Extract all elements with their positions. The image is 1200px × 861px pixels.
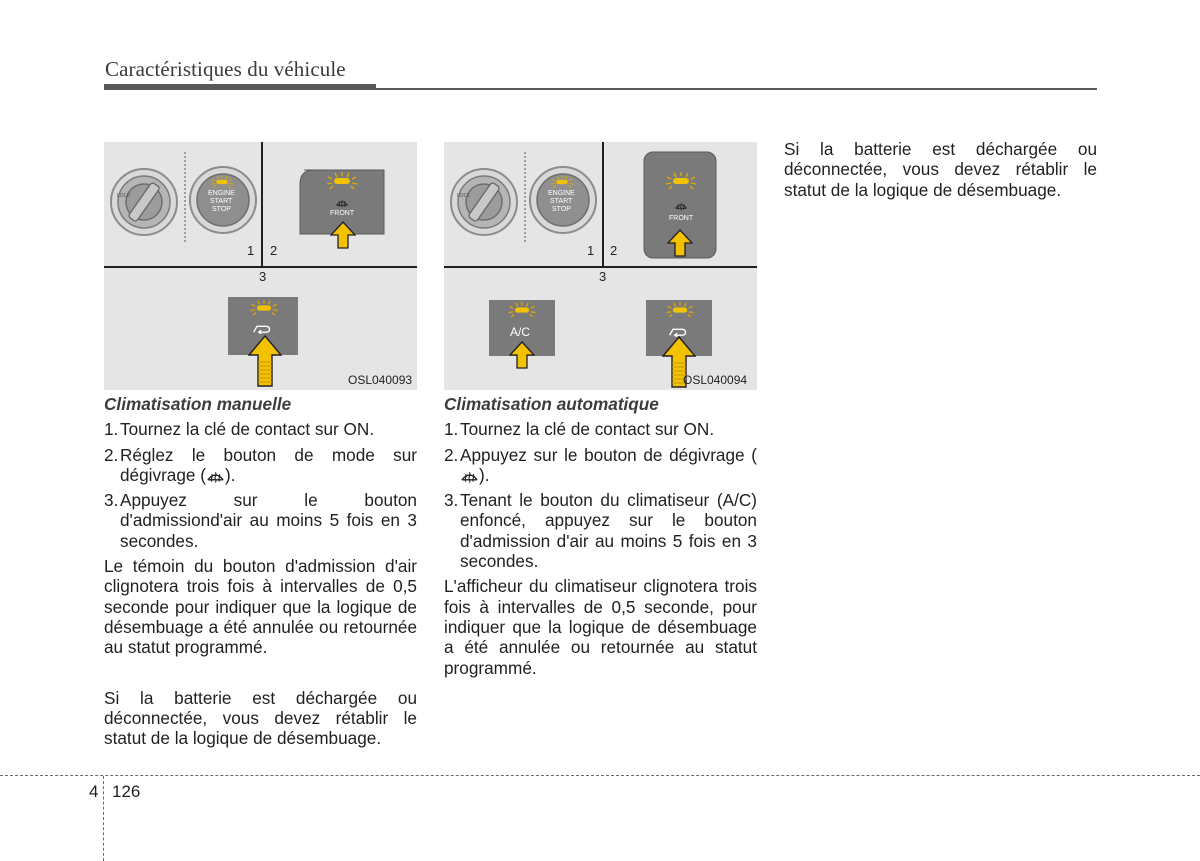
step-number: 2. [104,444,119,465]
step-text: Tournez la clé de contact sur ON. [460,419,715,440]
footer-divider [0,775,1200,776]
step-number: 1. [104,419,119,440]
paragraph-automatic-info: L'afficheur du climatiseur clignotera trois fois à intervalles de 0,5 seconde, pour indiquer que la logique de désembuage a été annulée ou retournée au statut programmé. [444,576,757,678]
footer-vertical-divider [103,776,104,861]
subtitle-automatic: Climatisation automatique [444,394,659,414]
panel-label-2: 2 [610,243,618,258]
page-title: Caractéristiques du véhicule [105,57,346,81]
step-number: 3. [444,490,459,511]
front-label: FRONT [669,215,694,222]
step-text: Tournez la clé de contact sur ON. [120,419,375,440]
panel-label-3: 3 [599,269,607,284]
step-3 [104,490,417,551]
panel-label-1: 1 [247,243,255,258]
step-text: Appuyez sur le bouton de dégivrage (). [460,444,757,485]
figure-manual-ac-drawing [104,142,417,390]
start-label: START [550,198,573,205]
start-label: START [210,198,233,205]
defrost-icon [460,468,479,484]
step-1 [104,419,417,439]
engine-label: ENGINE [548,190,575,197]
stop-label: STOP [212,206,231,213]
front-label: FRONT [330,210,355,217]
step-number: 2. [444,444,459,465]
header-rule-thin [376,88,1097,90]
panel-label-2: 2 [270,243,278,258]
panel-label-1: 1 [587,243,595,258]
figure-auto-ac-drawing [444,142,757,390]
step-text: Tenant le bouton du climatiseur (A/C) enfoncé, appuyez sur le bouton d'admission d'air au moins 5 fois en 3 secondes. [460,490,757,572]
step-number: 1. [444,419,459,440]
step-3 [444,490,757,571]
chapter-number: 4 [89,782,99,801]
page-number: 126 [112,782,141,801]
step-1 [444,419,757,439]
header-rule-thick [104,84,376,90]
subtitle-manual: Climatisation manuelle [104,394,292,414]
step-2 [104,445,417,486]
figure-code: OSL040094 [683,373,748,387]
defrost-icon [206,468,225,484]
figure-manual-ac [104,142,417,390]
step-number: 3. [104,490,119,511]
column-manual [104,394,417,748]
figure-code: OSL040093 [348,373,413,387]
step-2 [444,445,757,486]
column-right [784,139,1097,200]
paragraph-battery-note: Si la batterie est déchargée ou déconnectée, vous devez rétablir le statut de la logique de désembuage. [104,687,417,749]
step-text: Appuyez sur le bouton d'admissiond'air au moins 5 fois en 3 secondes. [120,490,417,551]
paragraph-battery-note: Si la batterie est déchargée ou déconnectée, vous devez rétablir le statut de la logique de désembuage. [784,139,1097,200]
paragraph-manual-info: Le témoin du bouton d'admission d'air clignotera trois fois à intervalles de 0,5 seconde pour indiquer que la logique de désembuage a été annulée ou retournée au statut programmé. [104,556,417,658]
panel-label-3: 3 [259,269,267,284]
ac-button-label: A/C [510,325,531,339]
column-automatic [444,394,757,678]
figure-auto-ac [444,142,757,390]
engine-label: ENGINE [208,190,235,197]
stop-label: STOP [552,206,571,213]
step-text: Réglez le bouton de mode sur dégivrage ( ). [120,444,417,485]
